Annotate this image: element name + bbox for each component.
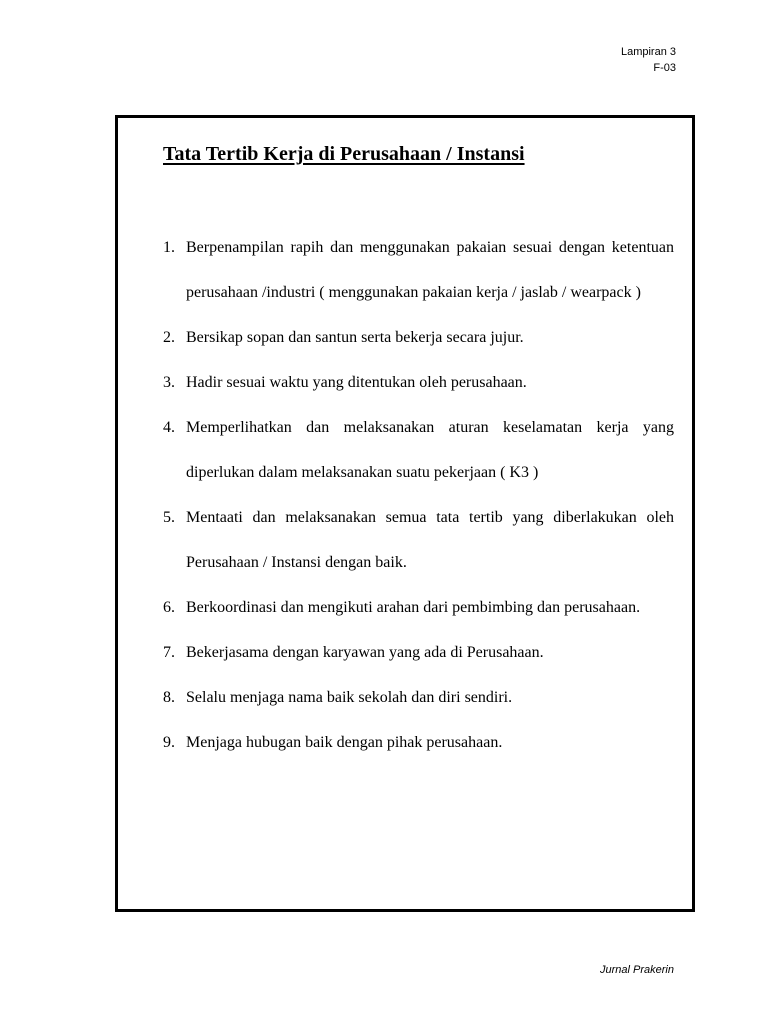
- list-item: [163, 405, 674, 495]
- footer-label: Jurnal Prakerin: [600, 964, 674, 976]
- rule-number: 2.: [163, 329, 175, 346]
- list-item: [163, 315, 674, 360]
- rule-number: 5.: [163, 509, 175, 526]
- rule-number: 6.: [163, 599, 175, 616]
- rule-text: Hadir sesuai waktu yang ditentukan oleh perusahaan.: [186, 374, 527, 391]
- rule-text: Mentaati dan melaksanakan semua tata tertib yang diberlakukan oleh Perusahaan / Instansi dengan baik.: [186, 509, 674, 571]
- list-item: [163, 585, 674, 630]
- rule-number: 3.: [163, 374, 175, 391]
- rule-text: Selalu menjaga nama baik sekolah dan diri sendiri.: [186, 689, 513, 706]
- list-item: [163, 675, 674, 720]
- attachment-label: Lampiran 3: [620, 46, 676, 58]
- rule-number: 7.: [163, 644, 175, 661]
- rule-text: Menjaga hubugan baik dengan pihak perusahaan.: [186, 734, 503, 751]
- rule-number: 4.: [163, 419, 175, 436]
- rule-text: Bersikap sopan dan santun serta bekerja secara jujur.: [186, 329, 524, 346]
- list-item: [163, 360, 674, 405]
- rule-number: 8.: [163, 689, 175, 706]
- form-code: F-03: [653, 62, 676, 74]
- rule-number: 9.: [163, 734, 175, 751]
- rule-text: Berpenampilan rapih dan menggunakan pakaian sesuai dengan ketentuan perusahaan /industri ( menggunakan pakaian kerja / jaslab / wearpack ): [186, 239, 674, 301]
- rule-number: 1.: [163, 239, 175, 256]
- list-item: [163, 720, 674, 765]
- rule-text: Bekerjasama dengan karyawan yang ada di Perusahaan.: [186, 644, 544, 661]
- rules-list: [163, 225, 674, 765]
- rule-text: Memperlihatkan dan melaksanakan aturan keselamatan kerja yang diperlukan dalam melaksanakan suatu pekerjaan ( K3 ): [186, 419, 674, 481]
- rule-text: Berkoordinasi dan mengikuti arahan dari pembimbing dan perusahaan.: [186, 599, 641, 616]
- list-item: [163, 225, 674, 315]
- list-item: [163, 630, 674, 675]
- list-item: [163, 495, 674, 585]
- page-title: Tata Tertib Kerja di Perusahaan / Instansi: [163, 143, 525, 165]
- document-header: [621, 44, 676, 76]
